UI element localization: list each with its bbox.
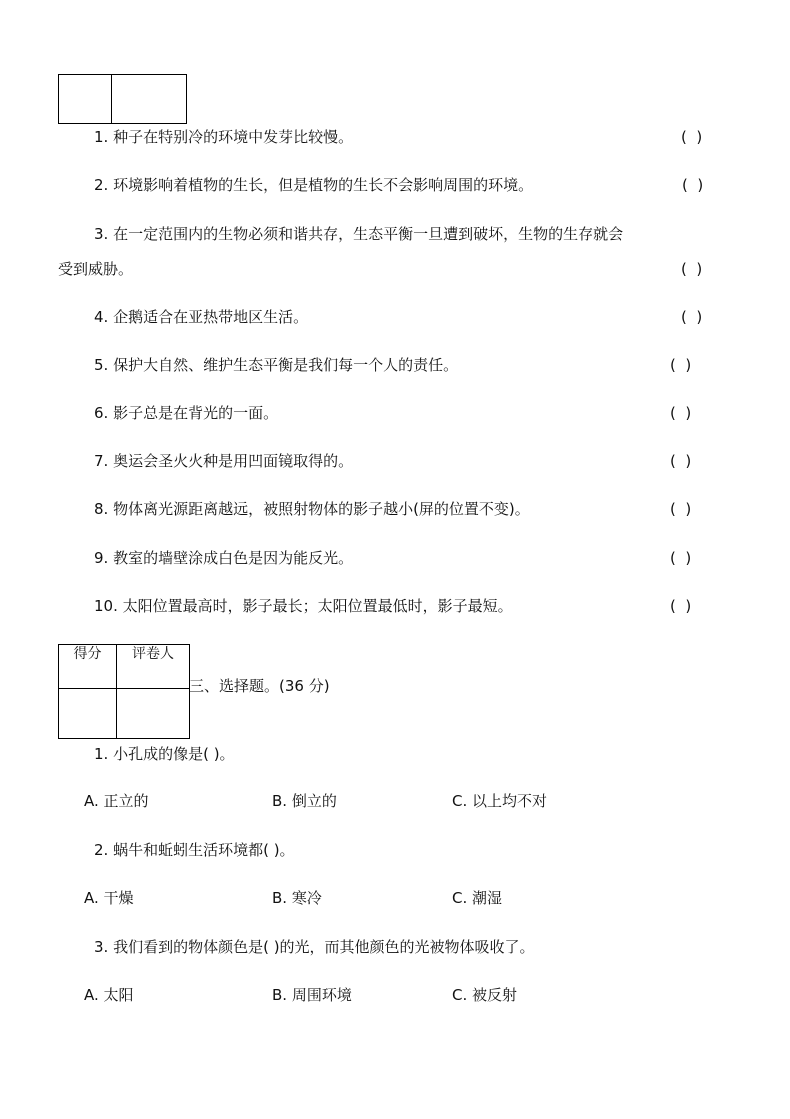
- tf-answer-9[interactable]: ( ): [670, 549, 692, 567]
- score-cell: [59, 75, 112, 124]
- tf-answer-5[interactable]: ( ): [670, 356, 692, 374]
- mc-question-2: 2. 蜗牛和蚯蚓生活环境都( )。: [94, 841, 295, 859]
- grader-value-cell[interactable]: [117, 689, 190, 739]
- mc-q1-option-b[interactable]: B. 倒立的: [272, 792, 337, 810]
- tf-answer-8[interactable]: ( ): [670, 500, 692, 518]
- mc-question-3: 3. 我们看到的物体颜色是( )的光，而其他颜色的光被物体吸收了。: [94, 938, 535, 956]
- tf-answer-7[interactable]: ( ): [670, 452, 692, 470]
- mc-question-1: 1. 小孔成的像是( )。: [94, 745, 235, 763]
- tf-item-10: 10. 太阳位置最高时，影子最长；太阳位置最低时，影子最短。: [94, 597, 513, 615]
- tf-answer-10[interactable]: ( ): [670, 597, 692, 615]
- mc-q3-option-c[interactable]: C. 被反射: [452, 986, 518, 1004]
- tf-item-8: 8. 物体离光源距离越远，被照射物体的影子越小(屏的位置不变)。: [94, 500, 530, 518]
- section3-score-box: [58, 644, 190, 739]
- grader-cell: [112, 75, 187, 124]
- tf-answer-6[interactable]: ( ): [670, 404, 692, 422]
- tf-item-4: 4. 企鹅适合在亚热带地区生活。: [94, 308, 309, 326]
- tf-answer-2[interactable]: ( ): [682, 176, 704, 194]
- section3-title: 三、选择题。(36 分): [189, 677, 330, 695]
- mc-q1-option-c[interactable]: C. 以上均不对: [452, 792, 548, 810]
- tf-item-9: 9. 教室的墙壁涂成白色是因为能反光。: [94, 549, 354, 567]
- score-label: 得分: [59, 645, 117, 689]
- mc-q3-option-a[interactable]: A. 太阳: [84, 986, 134, 1004]
- top-score-box: [58, 74, 187, 124]
- mc-q1-option-a[interactable]: A. 正立的: [84, 792, 149, 810]
- mc-q2-option-b[interactable]: B. 寒冷: [272, 889, 322, 907]
- tf-item-3: 3. 在一定范围内的生物必须和谐共存，生态平衡一旦遭到破坏，生物的生存就会: [94, 225, 624, 243]
- grader-label: 评卷人: [117, 645, 190, 689]
- score-value-cell[interactable]: [59, 689, 117, 739]
- tf-answer-1[interactable]: ( ): [681, 128, 703, 146]
- tf-answer-4[interactable]: ( ): [681, 308, 703, 326]
- tf-item-7: 7. 奥运会圣火火种是用凹面镜取得的。: [94, 452, 354, 470]
- tf-answer-3[interactable]: ( ): [681, 260, 703, 278]
- mc-q2-option-a[interactable]: A. 干燥: [84, 889, 134, 907]
- tf-item-3-cont: 受到威胁。: [58, 260, 134, 278]
- tf-item-6: 6. 影子总是在背光的一面。: [94, 404, 279, 422]
- tf-item-1: 1. 种子在特别冷的环境中发芽比较慢。: [94, 128, 354, 146]
- tf-item-5: 5. 保护大自然、维护生态平衡是我们每一个人的责任。: [94, 356, 459, 374]
- mc-q3-option-b[interactable]: B. 周围环境: [272, 986, 352, 1004]
- mc-q2-option-c[interactable]: C. 潮湿: [452, 889, 503, 907]
- tf-item-2: 2. 环境影响着植物的生长，但是植物的生长不会影响周围的环境。: [94, 176, 534, 194]
